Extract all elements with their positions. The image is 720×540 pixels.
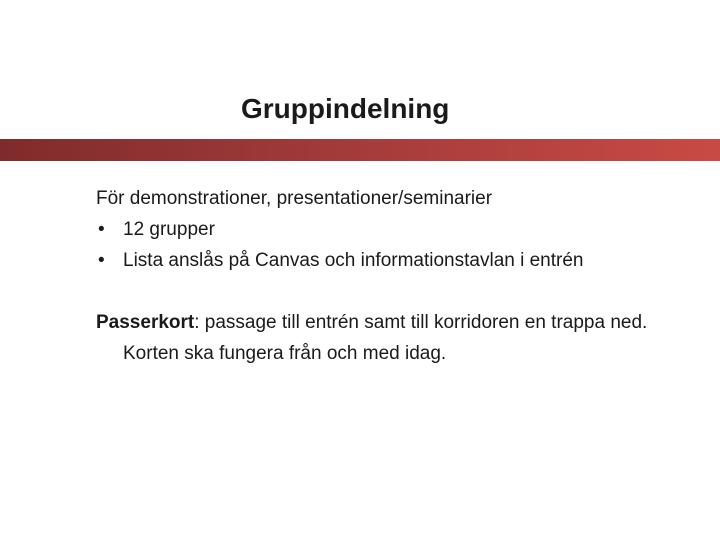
bullet-item-list-posted [96,245,656,276]
passerkort-paragraph [96,307,656,369]
bullet-item-groups [96,214,656,245]
passerkort-text: : passage till entrén samt till korridoren en trappa ned. Korten ska fungera från och med idag. [123,312,648,364]
intro-text: För demonstrationer, presentationer/seminarier [96,188,493,209]
bullet-text: Lista anslås på Canvas och informationstavlan i entrén [123,250,584,271]
title-divider-band [0,139,720,161]
passerkort-label: Passerkort [96,312,195,333]
bullet-dot-icon: • [98,250,105,271]
slide-title: Gruppindelning [241,93,450,124]
slide-content [96,183,656,369]
bullet-text: 12 grupper [123,219,215,240]
bullet-dot-icon: • [98,219,105,240]
bullet-list [96,214,656,276]
